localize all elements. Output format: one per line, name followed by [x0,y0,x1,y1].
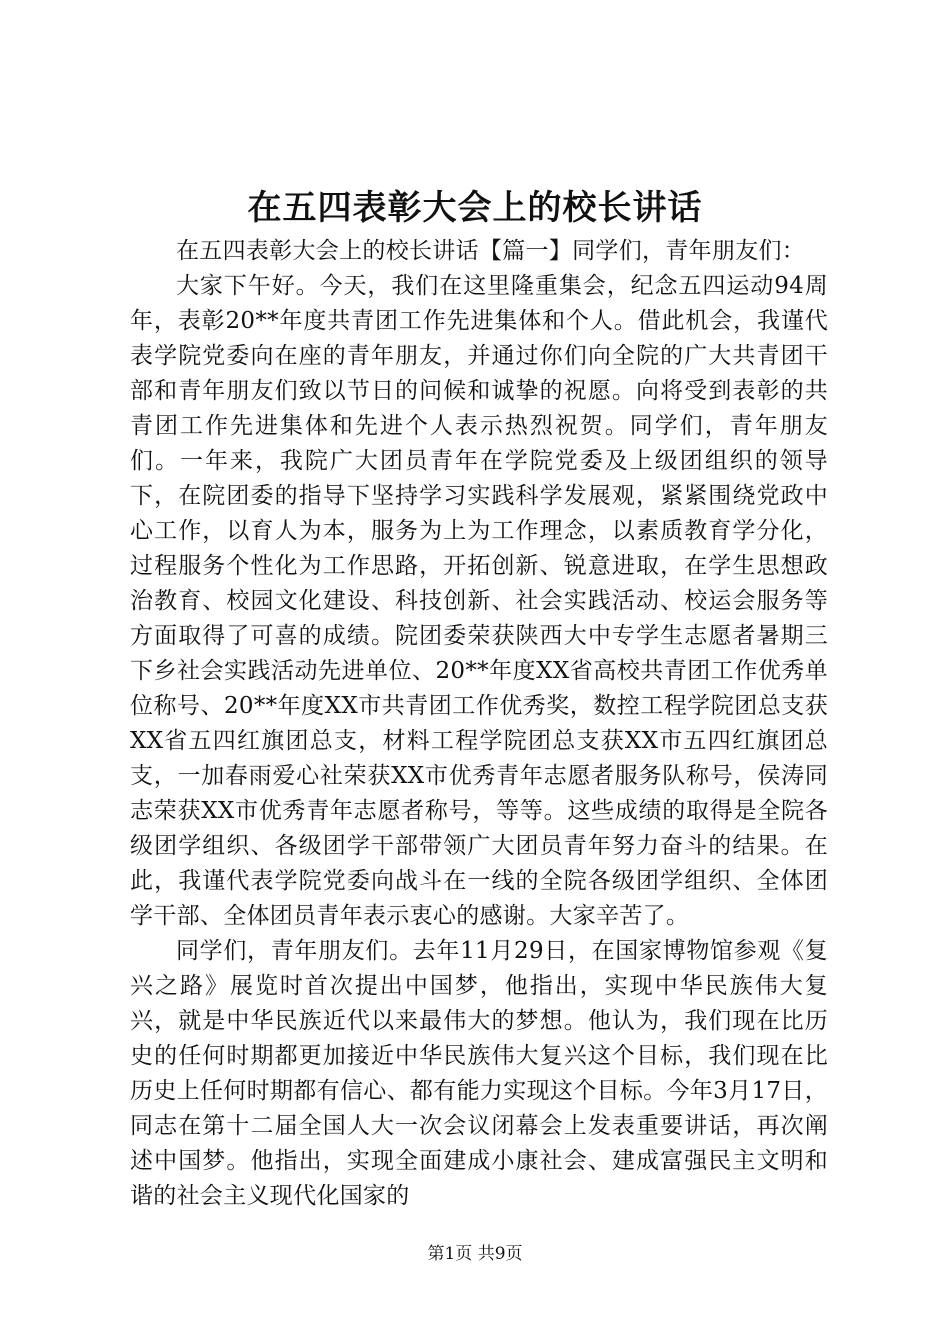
document-title: 在五四表彰大会上的校长讲话 [247,188,703,228]
paragraph-2: 大家下午好。今天，我们在这里隆重集会，纪念五四运动94周年，表彰20**年度共青团工作先进集体和个人。借此机会，我谨代表学院党委向在座的青年朋友，并通过你们向全院的广大共青团干部和青年朋友们致以节日的问候和诚挚的祝愿。向将受到表彰的共青团工作先进集体和先进个人表示热烈祝贺。同学们，青年朋友们。一年来，我院广大团员青年在学院党委及上级团组织的领导下，在院团委的指导下坚持学习实践科学发展观，紧紧围绕党政中心工作，以育人为本，服务为上为工作理念，以素质教育学分化，过程服务个性化为工作思路，开拓创新、锐意进取，在学生思想政治教育、校园文化建设、科技创新、社会实践活动、校运会服务等方面取得了可喜的成绩。院团委荣获陕西大中专学生志愿者暑期三下乡社会实践活动先进单位、20**年度XX省高校共青团工作优秀单位称号、20**年度XX市共青团工作优秀奖，数控工程学院团总支获XX省五四红旗团总支，材料工程学院团总支获XX市五四红旗团总支，一加春雨爱心社荣获XX市优秀青年志愿者服务队称号，侯涛同志荣获XX市优秀青年志愿者称号，等等。这些成绩的取得是全院各级团学组织、各级团学干部带领广大团员青年努力奋斗的结果。在此，我谨代表学院党委向战斗在一线的全院各级团学组织、全体团学干部、全体团员青年表示衷心的感谢。大家辛苦了。 [130,273,828,929]
paragraph-1: 在五四表彰大会上的校长讲话【篇一】同学们，青年朋友们： [176,238,806,264]
document-body [130,234,828,1214]
paragraph-3: 同学们，青年朋友们。去年11月29日，在国家博物馆参观《复兴之路》展览时首次提出中国梦，他指出，实现中华民族伟大复兴，就是中华民族近代以来最伟大的梦想。他认为，我们现在比历史的任何时期都更加接近中华民族伟大复兴这个目标，我们现在比历史上任何时期都有信心、都有能力实现这个目标。今年3月17日，同志在第十二届全国人大一次会议闭幕会上发表重要讲话，再次阐述中国梦。他指出，实现全面建成小康社会、建成富强民主文明和谐的社会主义现代化国家的 [130,938,828,1209]
page-number-footer: 第1页 共9页 [427,1244,523,1264]
